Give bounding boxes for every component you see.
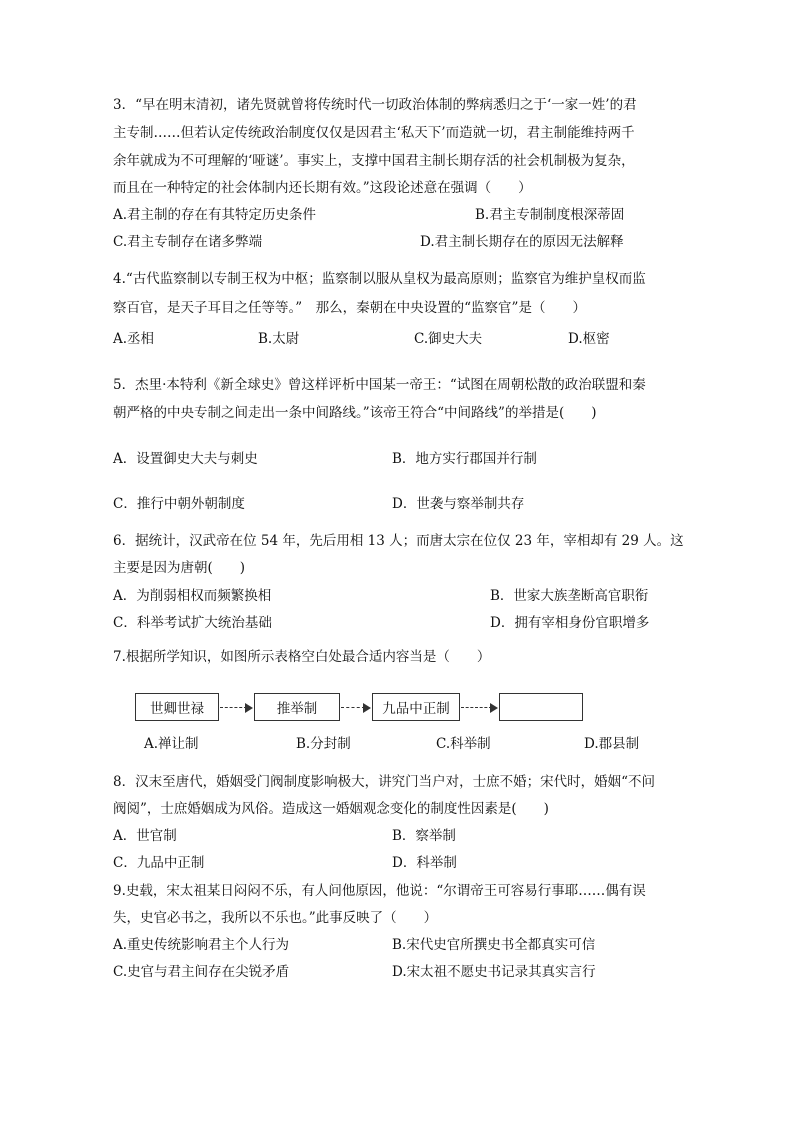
q3-stem-line-1: 3．“早在明末清初，诸先贤就曾将传统时代一切政治体制的弊病悉归之于‘一家一姓’的君 — [113, 97, 637, 113]
q7-option-c[interactable]: C.科举制 — [436, 736, 491, 752]
q8-option-d[interactable]: D．科举制 — [392, 855, 457, 871]
q9-option-d[interactable]: D.宋太祖不愿史书记录其真实言行 — [392, 964, 596, 980]
q4-option-a[interactable]: A.丞相 — [113, 331, 155, 347]
q5-option-d[interactable]: D．世袭与察举制共存 — [392, 496, 525, 512]
flow-box-jiupin: 九品中正制 — [372, 693, 460, 721]
q9-option-a[interactable]: A.重史传统影响君主个人行为 — [113, 937, 290, 953]
flow-box-tuiju: 推举制 — [254, 693, 340, 721]
q5-option-a[interactable]: A．设置御史大夫与刺史 — [113, 451, 258, 467]
q5-option-c[interactable]: C．推行中朝外朝制度 — [113, 496, 245, 512]
q9-option-c[interactable]: C.史官与君主间存在尖锐矛盾 — [113, 964, 290, 980]
q3-option-c[interactable]: C.君主专制存在诸多弊端 — [113, 234, 263, 250]
flow-arrow-3 — [461, 707, 498, 709]
flow-box-blank[interactable] — [499, 693, 583, 721]
q7-option-d[interactable]: D.郡县制 — [584, 736, 640, 752]
q3-stem-line-2: 主专制……但若认定传统政治制度仅仅是因君主‘私天下’而造就一切，君主制能维持两千 — [113, 125, 635, 141]
q5-stem-line-2: 朝严格的中央专制之间走出一条中间路线。”该帝王符合“中间路线”的举措是( ) — [113, 405, 597, 421]
q6-option-b[interactable]: B．世家大族垄断高官职衔 — [490, 588, 649, 604]
q6-stem-line-1: 6．据统计，汉武帝在位 54 年，先后用相 13 人；而唐太宗在位仅 23 年，宰相却有 29 人。这 — [113, 533, 684, 549]
q6-option-d[interactable]: D．拥有宰相身份官职增多 — [490, 615, 650, 631]
q7-option-b[interactable]: B.分封制 — [296, 736, 351, 752]
q5-option-b[interactable]: B．地方实行郡国并行制 — [392, 451, 537, 467]
q4-option-d[interactable]: D.枢密 — [568, 331, 610, 347]
q3-option-b[interactable]: B.君主专制制度根深蒂固 — [475, 207, 625, 223]
q4-stem-line-2: 察百官，是天子耳目之任等等。” 那么，秦朝在中央设置的“监察官”是（ ） — [113, 300, 586, 316]
q4-option-c[interactable]: C.御史大夫 — [414, 331, 483, 347]
q9-option-b[interactable]: B.宋代史官所撰史书全都真实可信 — [392, 937, 596, 953]
q4-stem-line-1: 4.“古代监察制以专制王权为中枢；监察制以服从皇权为最高原则；监察官为维护皇权而监 — [113, 271, 646, 287]
q8-option-a[interactable]: A．世官制 — [113, 828, 177, 844]
flow-arrow-2 — [341, 707, 371, 709]
flow-arrow-1 — [220, 707, 253, 709]
q4-option-b[interactable]: B.太尉 — [258, 331, 300, 347]
q3-stem-line-3: 余年就成为不可理解的‘哑谜’。事实上，支撑中国君主制长期存活的社会机制极为复杂， — [113, 153, 635, 169]
q7-option-a[interactable]: A.禅让制 — [144, 736, 199, 752]
q3-option-a[interactable]: A.君主制的存在有其特定历史条件 — [113, 207, 317, 223]
q8-option-b[interactable]: B．察举制 — [392, 828, 456, 844]
q3-option-d[interactable]: D.君主制长期存在的原因无法解释 — [420, 234, 624, 250]
q6-stem-line-2: 主要是因为唐朝( ) — [113, 560, 246, 576]
q3-stem-line-4: 而且在一种特定的社会体制内还长期有效。”这段论述意在强调（ ） — [113, 180, 532, 196]
q8-stem-line-1: 8．汉末至唐代，婚姻受门阀制度影响极大，讲究门当户对，士庶不婚；宋代时，婚姻“不问 — [113, 774, 655, 790]
q8-option-c[interactable]: C．九品中正制 — [113, 855, 205, 871]
q6-option-c[interactable]: C．科举考试扩大统治基础 — [113, 615, 272, 631]
q9-stem-line-1: 9.史载，宋太祖某日闷闷不乐，有人问他原因，他说：“尔谓帝王可容易行事耶……偶有误 — [113, 883, 646, 899]
q7-stem-line-1: 7.根据所学知识，如图所示表格空白处最合适内容当是（ ） — [113, 649, 491, 665]
q6-option-a[interactable]: A．为削弱相权而频繁换相 — [113, 588, 272, 604]
q8-stem-line-2: 阀阅”，士庶婚姻成为风俗。造成这一婚姻观念变化的制度性因素是( ) — [113, 801, 549, 817]
q9-stem-line-2: 失，史官必书之，我所以不乐也。”此事反映了（ ） — [113, 910, 438, 926]
flow-box-shiqing-shilu: 世卿世禄 — [135, 693, 219, 721]
q5-stem-line-1: 5．杰里·本特利《新全球史》曾这样评析中国某一帝王：“试图在周朝松散的政治联盟和秦 — [113, 377, 646, 393]
